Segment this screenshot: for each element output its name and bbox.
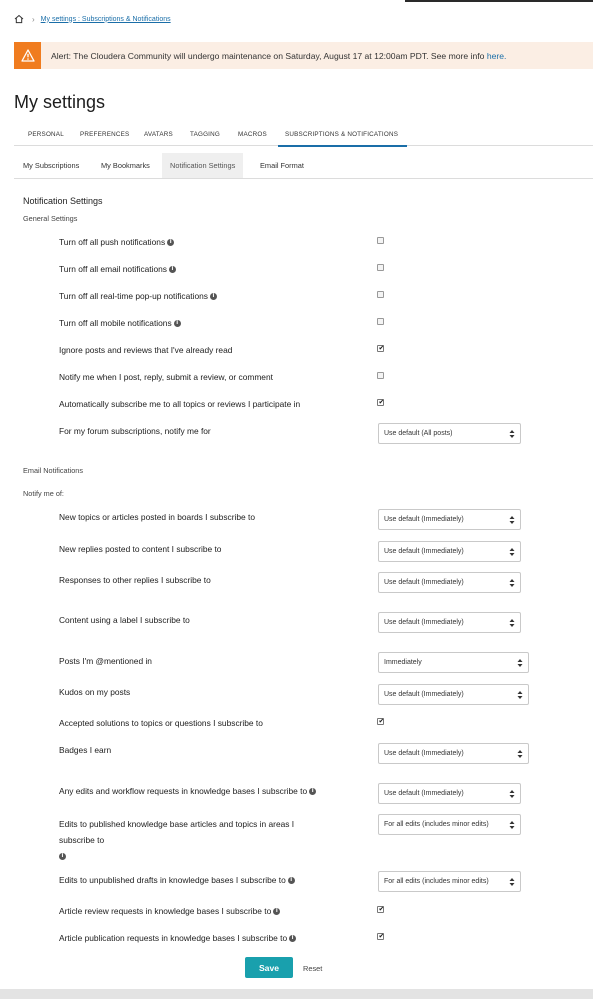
notify-me-of-label: Notify me of:	[23, 489, 64, 498]
email-setting-label	[59, 904, 280, 918]
alert-link[interactable]: here.	[486, 50, 507, 61]
info-icon[interactable]: i	[289, 935, 296, 942]
subtab-my-subscriptions[interactable]: My Subscriptions	[23, 161, 80, 170]
setting-label: Automatically subscribe me to all topics or reviews I participate in	[59, 399, 301, 409]
bottom-bar	[0, 989, 593, 999]
tab-avatars[interactable]: AVATARS	[144, 131, 173, 138]
setting-label	[59, 289, 217, 303]
setting-label	[59, 235, 174, 249]
email-setting-label	[59, 931, 296, 945]
email-setting-label: New topics or articles posted in boards I subscribe to	[59, 512, 255, 522]
setting-label: Ignore posts and reviews that I've already read	[59, 345, 233, 355]
tab-personal[interactable]: PERSONAL	[28, 131, 64, 138]
tab-macros[interactable]: MACROS	[238, 131, 267, 138]
select-arrows-icon	[509, 515, 515, 525]
accepted-solutions-checkbox[interactable]	[377, 718, 384, 725]
tab-tagging[interactable]: TAGGING	[190, 131, 220, 138]
email-setting-label: Kudos on my posts	[59, 687, 131, 697]
email-setting-label: Badges I earn	[59, 745, 112, 755]
select-arrows-icon	[517, 658, 523, 668]
email-setting-label: Accepted solutions to topics or questions I subscribe to	[59, 718, 263, 728]
select-arrows-icon	[509, 820, 515, 830]
email-setting-label: New replies posted to content I subscribe to	[59, 544, 222, 554]
checkmark-icon: ✔	[378, 932, 385, 940]
setting-label	[59, 262, 176, 276]
section-title: Notification Settings	[23, 196, 103, 206]
top-strip	[405, 0, 593, 2]
notify-own-posts-checkbox[interactable]	[377, 372, 384, 379]
select-arrows-icon	[509, 789, 515, 799]
info-icon[interactable]: i	[210, 293, 217, 300]
setting-label: For my forum subscriptions, notify me for	[59, 426, 211, 436]
tab-preferences[interactable]: PREFERENCES	[80, 131, 130, 138]
select-value: Use default (Immediately)	[384, 579, 464, 586]
select-arrows-icon	[509, 618, 515, 628]
email-setting-label	[59, 873, 295, 887]
label-content-select[interactable]	[378, 612, 521, 633]
maintenance-alert	[14, 42, 593, 69]
checkmark-icon: ✔	[378, 398, 385, 406]
alert-icon-box	[14, 42, 41, 69]
select-arrows-icon	[517, 690, 523, 700]
save-button[interactable]: Save	[245, 957, 293, 978]
email-setting-label: Content using a label I subscribe to	[59, 615, 190, 625]
subtab-my-bookmarks[interactable]: My Bookmarks	[101, 161, 150, 170]
badges-select[interactable]	[378, 743, 529, 764]
select-arrows-icon	[509, 578, 515, 588]
setting-label	[59, 316, 181, 330]
responses-select[interactable]	[378, 572, 521, 593]
info-icon[interactable]: i	[59, 853, 66, 860]
kb-edits-select[interactable]	[378, 783, 521, 804]
select-value: Use default (Immediately)	[384, 790, 464, 797]
email-setting-label	[59, 784, 316, 798]
email-setting-label: Posts I'm @mentioned in	[59, 656, 152, 666]
reset-link[interactable]: Reset	[303, 964, 323, 973]
select-arrows-icon	[509, 429, 515, 439]
select-arrows-icon	[517, 749, 523, 759]
forum-subscriptions-select[interactable]	[378, 423, 521, 444]
email-setting-label-text: Article review requests in knowledge bases I subscribe to	[59, 906, 272, 916]
info-icon[interactable]: i	[174, 320, 181, 327]
breadcrumb-current[interactable]: My settings : Subscriptions & Notifications	[40, 15, 171, 23]
email-setting-label-line1: Edits to published knowledge base articles and topics in areas I	[59, 819, 295, 829]
ignore-read-posts-checkbox[interactable]	[377, 345, 384, 352]
breadcrumb	[14, 12, 171, 26]
mentions-select[interactable]	[378, 652, 529, 673]
select-value: Use default (Immediately)	[384, 750, 464, 757]
select-value: Use default (Immediately)	[384, 548, 464, 555]
select-value: For all edits (includes minor edits)	[384, 878, 489, 885]
email-setting-label-text: Article publication requests in knowledge bases I subscribe to	[59, 933, 288, 943]
article-review-checkbox[interactable]	[377, 906, 384, 913]
select-arrows-icon	[509, 547, 515, 557]
email-setting-label-line2: subscribe to	[59, 835, 105, 845]
kudos-select[interactable]	[378, 684, 529, 705]
select-value: For all edits (includes minor edits)	[384, 821, 489, 828]
push-notifications-checkbox[interactable]	[377, 237, 384, 244]
article-publication-checkbox[interactable]	[377, 933, 384, 940]
select-value: Use default (Immediately)	[384, 516, 464, 523]
checkmark-icon: ✔	[378, 905, 385, 913]
select-value: Use default (All posts)	[384, 430, 453, 437]
select-arrows-icon	[509, 877, 515, 887]
subtab-notification-settings[interactable]: Notification Settings	[162, 153, 243, 178]
published-kb-edits-select[interactable]	[378, 814, 521, 835]
checkmark-icon: ✔	[378, 717, 385, 725]
email-setting-label: Responses to other replies I subscribe to	[59, 575, 211, 585]
tab-subscriptions-notifications[interactable]: SUBSCRIPTIONS & NOTIFICATIONS	[278, 131, 407, 147]
sub-tabs	[14, 153, 593, 179]
setting-label: Notify me when I post, reply, submit a review, or comment	[59, 372, 273, 382]
subtab-email-format[interactable]: Email Format	[260, 161, 304, 170]
setting-label-text: Turn off all push notifications	[59, 237, 166, 247]
email-setting-label-text: Any edits and workflow requests in knowledge bases I subscribe to	[59, 786, 308, 796]
info-icon[interactable]: i	[167, 239, 174, 246]
select-value: Use default (Immediately)	[384, 619, 464, 626]
select-value: Use default (Immediately)	[384, 691, 464, 698]
chevron-right-icon: ›	[32, 14, 35, 24]
general-settings-label: General Settings	[23, 214, 78, 223]
mobile-notifications-checkbox[interactable]	[377, 318, 384, 325]
checkmark-icon: ✔	[378, 344, 385, 352]
page-title: My settings	[14, 92, 106, 112]
info-icon[interactable]: i	[309, 788, 316, 795]
popup-notifications-checkbox[interactable]	[377, 291, 384, 298]
unpublished-drafts-select[interactable]	[378, 871, 521, 892]
info-icon[interactable]: i	[169, 266, 176, 273]
alert-message: Alert: The Cloudera Community will undergo maintenance on Saturday, August 17 at 12:00am PDT. See more info	[51, 50, 487, 61]
setting-label-text: Turn off all real-time pop-up notifications	[59, 291, 208, 301]
home-icon[interactable]	[14, 14, 24, 24]
alert-text	[51, 51, 506, 61]
auto-subscribe-checkbox[interactable]	[377, 399, 384, 406]
new-topics-select[interactable]	[378, 509, 521, 530]
select-value: Immediately	[384, 659, 422, 666]
email-setting-label-text: Edits to unpublished drafts in knowledge bases I subscribe to	[59, 875, 286, 885]
warning-icon	[21, 49, 35, 62]
setting-label-text: Turn off all email notifications	[59, 264, 167, 274]
setting-label-text: Turn off all mobile notifications	[59, 318, 172, 328]
new-replies-select[interactable]	[378, 541, 521, 562]
email-notifications-checkbox[interactable]	[377, 264, 384, 271]
info-icon[interactable]: i	[288, 877, 295, 884]
email-notifications-label: Email Notifications	[23, 466, 84, 475]
email-setting-label	[59, 816, 294, 864]
main-tabs	[14, 124, 593, 146]
info-icon[interactable]: i	[273, 908, 280, 915]
